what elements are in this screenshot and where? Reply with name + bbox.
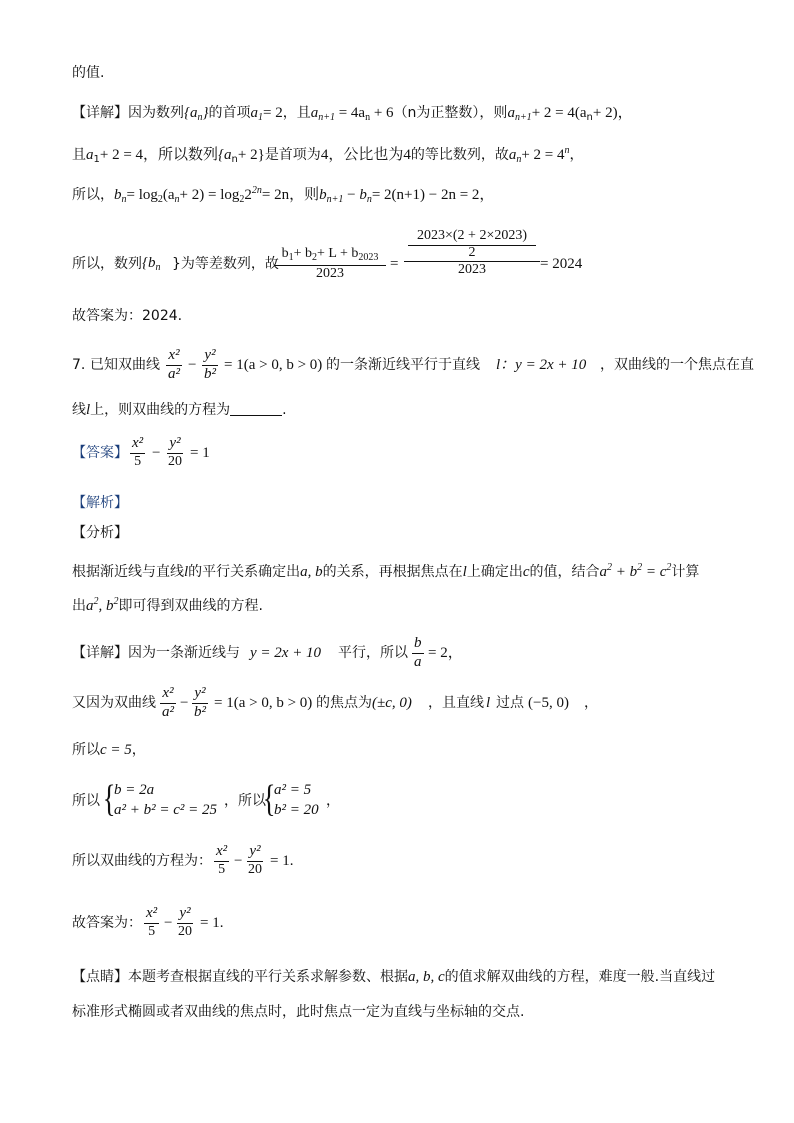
paragraph-text: 所以 [72, 793, 100, 809]
math-text: + 2)， [592, 105, 633, 121]
result-y-term: $\frac{\text{y²}}{20}$ [248, 843, 262, 877]
math-text: 4，公比也为 [320, 147, 404, 163]
paragraph-text: 的等比数列，故 [410, 147, 509, 163]
math-text: = 1(a > 0, b > 0) [224, 357, 323, 373]
section-tag: 【详解】 [72, 645, 128, 661]
paragraph-text: 所以双曲线的方程为： [72, 853, 212, 869]
detail-line-4: 所以，数列 {$b_n$ }为等差数列，故 $\frac{b_1+ b_2+ L + b_{2023}}{2023}$ = 2023×(2 + 2×2023) 2 2023 = 2024 [72, 228, 583, 281]
math-text: − [164, 915, 173, 931]
paragraph-text: 的关系，再根据焦点在 [322, 564, 463, 580]
math-text: − [188, 357, 197, 373]
math-text: + 2 = 4(a [531, 105, 587, 121]
math-text: {a [218, 147, 232, 163]
paragraph-text: 的值求解双曲线的方程，难度一般.当直线过 [444, 969, 716, 985]
result-x-term: $\frac{\text{x²}}{5}$ [216, 843, 228, 877]
paragraph-text: 所以， [72, 187, 114, 203]
paragraph-text: 已知双曲线 [90, 357, 160, 373]
paragraph-text: ， [569, 147, 584, 163]
math-text: = 2 [263, 105, 283, 121]
detail-line-2: 且$a_1+ 2 = 4$，所以数列$\{a_n+ 2\}$是首项为4，公比也为4的等比数列，故$a_n+ 2 = 4^n$， [72, 145, 584, 165]
result-fraction: 2023×(2 + 2×2023) 2 2023 [404, 229, 540, 278]
math-text: + 2 = 4，所以数列 [99, 147, 219, 163]
question-7-line-2: 线l上，则双曲线的方程为 . [72, 402, 287, 418]
xj-line-2: 又因为双曲线 $\frac{\text{x²}}{\text{a²}}$ − $\frac{\text{y²}}{\text{b²}}$ = 1(a > 0, b > 0) 的焦点为 (±c, 0) ，且直线 l 过点 (−5, 0) ， [72, 685, 598, 720]
math-text: l：y = 2x + 10 [496, 357, 587, 373]
answer-line [72, 309, 734, 323]
math-text: − [234, 853, 243, 869]
paragraph-text: 的平行关系确定出 [188, 564, 301, 580]
answer-y-term: $\frac{\text{y²}}{20}$ [168, 435, 182, 469]
math-text: + 2} [237, 147, 265, 163]
paragraph-text: 所以 [72, 742, 100, 758]
paragraph-text: 的值，结合 [529, 564, 600, 580]
math-recurrence: $a_{n+1}$ [310, 105, 335, 123]
text-line [72, 66, 734, 80]
math-text: y = 2x + 10 [250, 645, 322, 661]
paragraph-text: 上，则双曲线的方程为 [90, 402, 231, 418]
section-tag: 【详解】 [72, 105, 128, 121]
paragraph-text: 的焦点为 [316, 695, 372, 711]
xj-line-1 [72, 636, 734, 672]
paragraph-text: 过点 [496, 695, 524, 711]
paragraph-text: ， [131, 742, 146, 758]
paragraph-text: ，且直线 [428, 695, 484, 711]
paragraph-text: ，所以 [224, 793, 266, 809]
math-text: = 1 [190, 445, 210, 461]
section-tag: 【点睛】 [72, 969, 128, 985]
equation-system-1: b = 2a a² + b² = c² = 25 [114, 782, 218, 819]
system-brace: { [102, 778, 116, 820]
paragraph-text: 故答案为：2024. [72, 308, 183, 324]
math-a1: $a_1$ [250, 105, 263, 123]
system-brace: { [262, 778, 276, 820]
xj-line-5 [72, 844, 734, 880]
paragraph-text: 且 [72, 147, 86, 163]
xj-line-6 [72, 906, 734, 942]
dj-line-1 [72, 970, 734, 985]
math-text: − [180, 695, 189, 711]
math-text: + 2) = log [179, 187, 240, 203]
math-text: (a [162, 187, 175, 203]
math-text: = 1. [200, 915, 224, 931]
detail-line-1: 【详解】因为数列$\{a_n\}$的首项$a_1= 2$，且$a_{n+1} = 4a_n + 6(n$为正整数），则$a_{n+1}+ 2 = 4(a_n+ 2)$， [72, 105, 633, 123]
section-tag: 【答案】 [72, 445, 128, 461]
paragraph-text: 平行，所以 [338, 645, 408, 661]
math-text: − [152, 445, 161, 461]
question-number: 7. [72, 357, 86, 373]
fenxi-line-2: 出$a^2$, $b^2$即可得到双曲线的方程. [72, 596, 263, 614]
paragraph-text: 所以，数列 [72, 256, 142, 272]
paragraph-text: ，双曲线的一个焦点在直 [600, 357, 754, 373]
xj-line-3 [72, 743, 734, 758]
math-text: = 1. [270, 853, 294, 869]
paragraph-text: 因为一条渐近线与 [128, 645, 240, 661]
math-seq: $\{a_n\}$ [184, 105, 209, 123]
analysis-heading [72, 496, 734, 510]
paragraph-text: ， [326, 793, 340, 809]
detail-line-3: 所以，$b_n= \log_2(a_n+ 2) = \log_22^{2n}= 2n$，则$b_{n+1} - b_n= 2(n+1) - 2n = 2$， [72, 185, 495, 205]
question-7-line-1 [72, 347, 754, 384]
math-text: (−5, 0) [528, 695, 569, 711]
math-text: 2 [244, 187, 252, 203]
paragraph-text: . [282, 402, 287, 418]
math-text: a, b, c [408, 969, 445, 985]
paragraph-text: 根据渐近线与直线 [72, 564, 184, 580]
math-text: = 1(a > 0, b > 0) [214, 695, 313, 711]
paragraph-text: 的一条渐近线平行于直线 [326, 357, 480, 373]
paragraph-text: }为等差数列，故 [172, 256, 279, 272]
answer-blank [230, 401, 282, 416]
math-an: $a_n$ [508, 147, 522, 165]
hyperbola-x-term-2: $\frac{\text{x²}}{\text{a²}}$ [162, 685, 174, 720]
hyperbola-y-term-2: $\frac{\text{y²}}{\text{b²}}$ [194, 685, 206, 720]
math-bn: {$b_n$ [142, 255, 161, 273]
math-text: c = 5 [100, 742, 132, 758]
paragraph-text: 的首项 [208, 105, 251, 121]
section-tag: 【分析】 [72, 525, 128, 541]
answer-x-term: $\frac{\text{x²}}{5}$ [132, 435, 144, 469]
sum-fraction: $\frac{b_1+ b_2+ L + b_{2023}}{2023}$ [274, 247, 386, 281]
math-text: = 2n，则 [261, 187, 320, 203]
answer-row [72, 436, 734, 472]
section-tag: 【解析】 [72, 495, 128, 511]
math-text: 4 [403, 147, 411, 163]
math-a: $a_{n+1}$ [507, 105, 532, 123]
fenxi-heading [72, 526, 734, 540]
paragraph-text: 故答案为： [72, 915, 142, 931]
paragraph-text: 标准形式椭圆或者双曲线的焦点时，此时焦点一定为直线与坐标轴的交点. [72, 1004, 525, 1020]
paragraph-text: 即可得到双曲线的方程. [118, 598, 263, 614]
paragraph-text: 线 [72, 402, 86, 418]
hyperbola-x-term: $\frac{\text{x²}}{\text{a²}}$ [168, 347, 180, 382]
math-text: = 2， [428, 645, 463, 661]
paragraph-text: 本题考查根据直线的平行关系求解参数、根据 [128, 969, 408, 985]
paragraph-text: 出 [72, 598, 86, 614]
paragraph-text: 的值. [72, 65, 105, 81]
paragraph-text: （n为正整数），则 [393, 105, 508, 121]
paragraph-text: 因为数列 [128, 105, 184, 121]
paragraph-text: 上确定出 [466, 564, 523, 580]
slope-fraction: $\frac{b}{a}$ [414, 635, 422, 670]
math-text: (±c, 0) [372, 695, 412, 711]
hyperbola-y-term: $\frac{\text{y²}}{\text{b²}}$ [204, 347, 216, 382]
math-text: = 2024 [540, 256, 583, 272]
final-y-term: $\frac{\text{y²}}{20}$ [178, 905, 192, 939]
math-text: + 2 = 4 [521, 147, 565, 163]
paragraph-text: 计算 [671, 564, 700, 580]
math-text: = 2(n+1) − 2n = 2， [371, 187, 495, 203]
paragraph-text: ，且 [282, 105, 311, 121]
math-text: a [86, 147, 94, 163]
paragraph-text: ， [584, 695, 598, 711]
fenxi-line-1: 根据渐近线与直线l的平行关系确定出a, b的关系，再根据焦点在l上确定出c的值，结合$a^2 + b^2 = c^2$计算 [72, 562, 700, 580]
equation-system-2: a² = 5 b² = 20 [274, 782, 319, 819]
paragraph-text: 又因为双曲线 [72, 695, 156, 711]
dj-line-2 [72, 1005, 734, 1019]
math-text: = $4a_n + 6$ [338, 105, 394, 123]
paragraph-text: 是首项为 [264, 147, 321, 163]
math-text: = log [126, 187, 158, 203]
xj-line-4 [72, 776, 734, 826]
math-text: b [114, 187, 122, 203]
final-x-term: $\frac{\text{x²}}{5}$ [146, 905, 158, 939]
